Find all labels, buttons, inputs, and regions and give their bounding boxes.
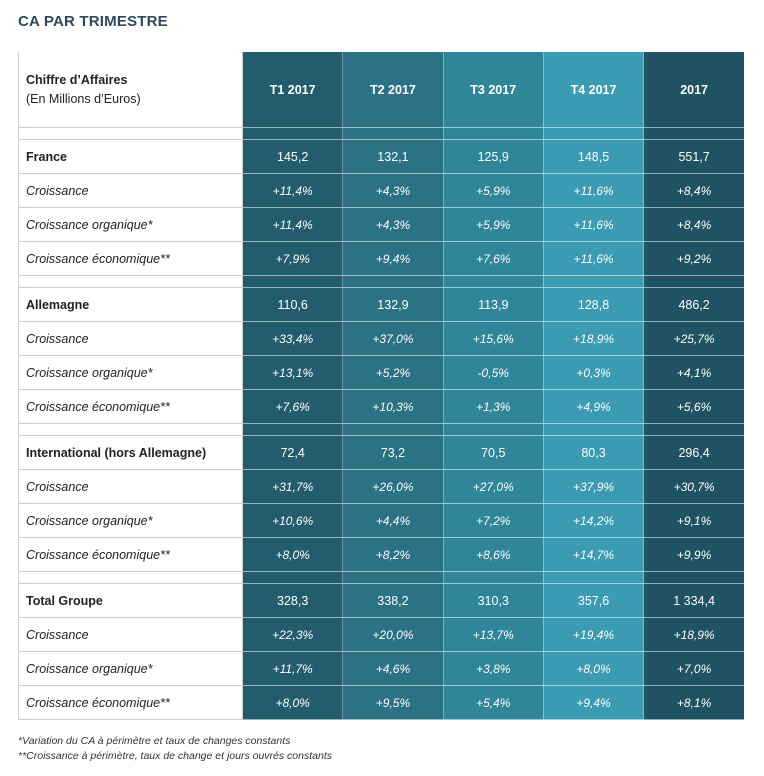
table-row [19, 208, 745, 242]
footnotes [18, 734, 332, 764]
table-row [19, 174, 745, 208]
value-cell-t2: +4,4% [343, 504, 443, 538]
spacer-cell-t2 [343, 424, 443, 436]
spacer-label-cell [19, 128, 243, 140]
value-cell-t3: +7,6% [443, 242, 543, 276]
row-label: Croissance économique** [19, 390, 243, 424]
value-cell-t4: +18,9% [543, 322, 643, 356]
value-cell-t4: 80,3 [543, 436, 643, 470]
spacer-label-cell [19, 276, 243, 288]
spacer-row [19, 128, 745, 140]
table-row-main [19, 584, 745, 618]
value-cell-year: +9,2% [644, 242, 744, 276]
spacer-cell-t4 [543, 572, 643, 584]
value-cell-t3: +13,7% [443, 618, 543, 652]
spacer-label-cell [19, 572, 243, 584]
row-label: Croissance économique** [19, 686, 243, 720]
value-cell-t1: +13,1% [243, 356, 343, 390]
spacer-cell-t4 [543, 128, 643, 140]
value-cell-t4: +11,6% [543, 208, 643, 242]
value-cell-year: 1 334,4 [644, 584, 744, 618]
spacer-cell-t4 [543, 276, 643, 288]
value-cell-year: +7,0% [644, 652, 744, 686]
table-row-main [19, 140, 745, 174]
table-row [19, 470, 745, 504]
value-cell-t1: +8,0% [243, 538, 343, 572]
row-label: Allemagne [19, 288, 243, 322]
value-cell-t1: +22,3% [243, 618, 343, 652]
row-label: Croissance [19, 618, 243, 652]
column-header-t2: T2 2017 [343, 52, 443, 128]
row-label: Croissance organique* [19, 356, 243, 390]
value-cell-t1: 328,3 [243, 584, 343, 618]
value-cell-year: +5,6% [644, 390, 744, 424]
header-label-cell [19, 52, 243, 128]
value-cell-t3: 310,3 [443, 584, 543, 618]
value-cell-t1: 72,4 [243, 436, 343, 470]
table-body [19, 128, 745, 720]
header-label-line1: Chiffre d’Affaires [26, 72, 128, 87]
value-cell-t4: +4,9% [543, 390, 643, 424]
value-cell-t2: 338,2 [343, 584, 443, 618]
page-title: CA PAR TRIMESTRE [18, 13, 168, 30]
value-cell-t4: 148,5 [543, 140, 643, 174]
column-header-t4: T4 2017 [543, 52, 643, 128]
value-cell-t2: +4,3% [343, 174, 443, 208]
value-cell-t4: 357,6 [543, 584, 643, 618]
spacer-cell-t3 [443, 128, 543, 140]
spacer-cell-t2 [343, 128, 443, 140]
value-cell-t2: +10,3% [343, 390, 443, 424]
value-cell-t3: +5,4% [443, 686, 543, 720]
spacer-cell-t3 [443, 424, 543, 436]
value-cell-t3: 70,5 [443, 436, 543, 470]
value-cell-year: +30,7% [644, 470, 744, 504]
spacer-cell-t3 [443, 572, 543, 584]
value-cell-t3: 125,9 [443, 140, 543, 174]
spacer-row [19, 424, 745, 436]
header-label-line2: (En Millions d’Euros) [26, 91, 141, 106]
value-cell-t1: +7,6% [243, 390, 343, 424]
table-header-row [19, 52, 745, 128]
row-label: Croissance économique** [19, 538, 243, 572]
value-cell-t3: -0,5% [443, 356, 543, 390]
table-row-main [19, 436, 745, 470]
value-cell-t3: +15,6% [443, 322, 543, 356]
row-label: Croissance [19, 470, 243, 504]
value-cell-t2: 73,2 [343, 436, 443, 470]
value-cell-year: +8,1% [644, 686, 744, 720]
value-cell-t4: +11,6% [543, 242, 643, 276]
value-cell-year: 551,7 [644, 140, 744, 174]
value-cell-t3: +5,9% [443, 174, 543, 208]
revenue-table [18, 52, 744, 720]
value-cell-t2: 132,9 [343, 288, 443, 322]
footnote-1: *Variation du CA à périmètre et taux de changes constants [18, 735, 291, 747]
value-cell-t1: +33,4% [243, 322, 343, 356]
value-cell-t1: +11,7% [243, 652, 343, 686]
value-cell-t3: +3,8% [443, 652, 543, 686]
value-cell-t2: +9,4% [343, 242, 443, 276]
spacer-cell-t2 [343, 572, 443, 584]
value-cell-t4: +8,0% [543, 652, 643, 686]
row-label: Croissance [19, 174, 243, 208]
column-header-t1: T1 2017 [243, 52, 343, 128]
value-cell-t3: +1,3% [443, 390, 543, 424]
value-cell-t2: +8,2% [343, 538, 443, 572]
spacer-row [19, 572, 745, 584]
table-row [19, 686, 745, 720]
value-cell-year: +9,1% [644, 504, 744, 538]
table-row [19, 322, 745, 356]
table-row [19, 652, 745, 686]
value-cell-year: +4,1% [644, 356, 744, 390]
value-cell-t3: +27,0% [443, 470, 543, 504]
row-label: Croissance organique* [19, 652, 243, 686]
spacer-cell-t1 [243, 276, 343, 288]
value-cell-t2: +37,0% [343, 322, 443, 356]
row-label: Croissance organique* [19, 504, 243, 538]
value-cell-t3: +5,9% [443, 208, 543, 242]
row-label: Croissance organique* [19, 208, 243, 242]
value-cell-t2: 132,1 [343, 140, 443, 174]
spacer-cell-t3 [443, 276, 543, 288]
value-cell-t2: +4,6% [343, 652, 443, 686]
spacer-cell-t2 [343, 276, 443, 288]
value-cell-t1: +7,9% [243, 242, 343, 276]
value-cell-t4: +9,4% [543, 686, 643, 720]
value-cell-t3: +7,2% [443, 504, 543, 538]
row-label: Croissance économique** [19, 242, 243, 276]
value-cell-t1: 110,6 [243, 288, 343, 322]
value-cell-t4: 128,8 [543, 288, 643, 322]
table-row [19, 242, 745, 276]
value-cell-t2: +26,0% [343, 470, 443, 504]
value-cell-t1: +11,4% [243, 208, 343, 242]
table-row [19, 356, 745, 390]
table-row [19, 538, 745, 572]
spacer-cell-t4 [543, 424, 643, 436]
row-label: Croissance [19, 322, 243, 356]
value-cell-year: +18,9% [644, 618, 744, 652]
column-header-year: 2017 [644, 52, 744, 128]
value-cell-t4: +14,2% [543, 504, 643, 538]
value-cell-year: +8,4% [644, 208, 744, 242]
value-cell-year: +8,4% [644, 174, 744, 208]
footnote-2: **Croissance à périmètre, taux de change et jours ouvrés constants [18, 750, 333, 762]
table-row-main [19, 288, 745, 322]
value-cell-t1: +8,0% [243, 686, 343, 720]
value-cell-t2: +20,0% [343, 618, 443, 652]
value-cell-t4: +14,7% [543, 538, 643, 572]
table-row [19, 504, 745, 538]
spacer-cell-year [644, 276, 744, 288]
spacer-cell-t1 [243, 128, 343, 140]
value-cell-year: 486,2 [644, 288, 744, 322]
value-cell-t4: +0,3% [543, 356, 643, 390]
row-label: International (hors Allemagne) [19, 436, 243, 470]
spacer-label-cell [19, 424, 243, 436]
value-cell-t1: +11,4% [243, 174, 343, 208]
value-cell-t3: 113,9 [443, 288, 543, 322]
value-cell-t2: +9,5% [343, 686, 443, 720]
spacer-cell-t1 [243, 424, 343, 436]
value-cell-t2: +5,2% [343, 356, 443, 390]
value-cell-t4: +19,4% [543, 618, 643, 652]
value-cell-t1: +10,6% [243, 504, 343, 538]
value-cell-year: 296,4 [644, 436, 744, 470]
table-row [19, 390, 745, 424]
row-label: France [19, 140, 243, 174]
value-cell-t1: 145,2 [243, 140, 343, 174]
value-cell-t2: +4,3% [343, 208, 443, 242]
spacer-row [19, 276, 745, 288]
value-cell-t4: +11,6% [543, 174, 643, 208]
row-label: Total Groupe [19, 584, 243, 618]
value-cell-t3: +8,6% [443, 538, 543, 572]
spacer-cell-year [644, 424, 744, 436]
table-row [19, 618, 745, 652]
value-cell-t4: +37,9% [543, 470, 643, 504]
value-cell-year: +25,7% [644, 322, 744, 356]
value-cell-t1: +31,7% [243, 470, 343, 504]
spacer-cell-year [644, 572, 744, 584]
column-header-t3: T3 2017 [443, 52, 543, 128]
spacer-cell-year [644, 128, 744, 140]
spacer-cell-t1 [243, 572, 343, 584]
value-cell-year: +9,9% [644, 538, 744, 572]
